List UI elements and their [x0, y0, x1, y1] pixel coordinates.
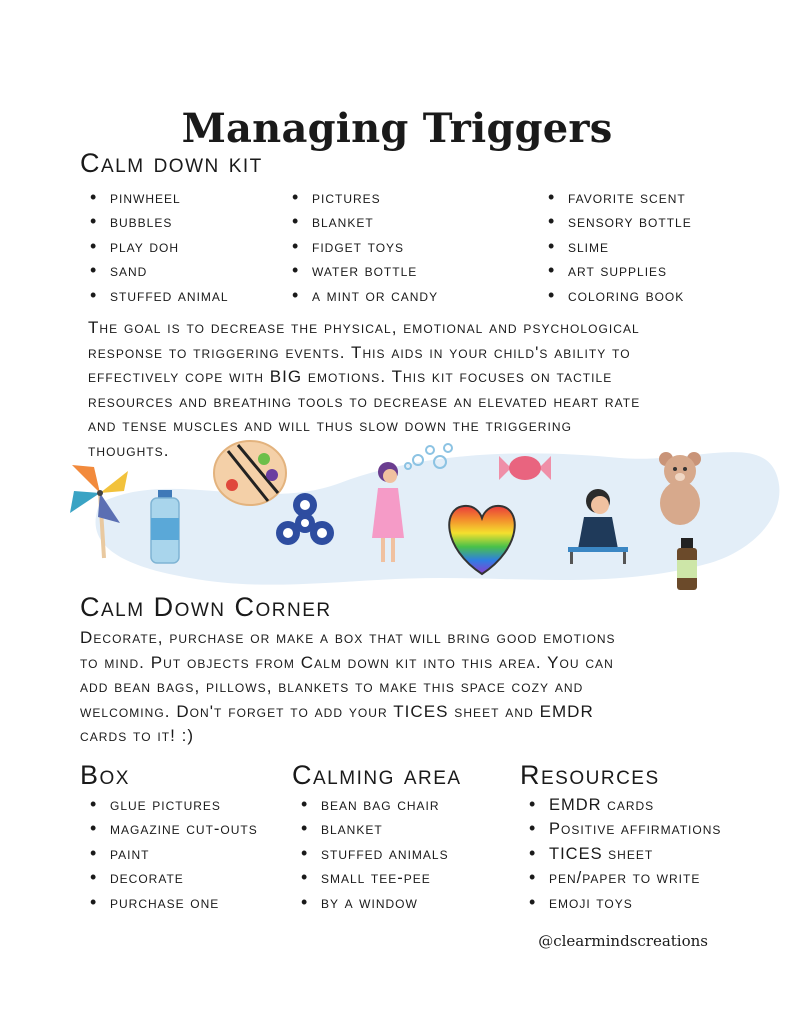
list-item: • art supplies: [568, 258, 692, 282]
calming-area-heading: Calming area: [292, 760, 462, 790]
paragraph-line: welcoming. Don't forget to add your TICES sheet and EMDR: [80, 701, 594, 721]
paragraph-line: The goal is to decrease the physical, emotional and psychological: [88, 318, 640, 337]
list-item: • slime: [568, 234, 692, 258]
list-item: • bean bag chair: [321, 792, 449, 816]
calm-kit-list-2: [312, 185, 438, 307]
list-item: • stuffed animals: [321, 841, 449, 865]
list-item: • coloring book: [568, 283, 692, 307]
paragraph-line: to mind. Put objects from Calm down kit into this area. You can: [80, 652, 614, 672]
calm-corner-paragraph: [80, 626, 616, 749]
calm-kit-list-1: [110, 185, 229, 307]
resources-heading: Resources: [520, 760, 660, 790]
list-item: • a mint or candy: [312, 283, 438, 307]
list-item: • Positive affirmations: [549, 816, 721, 840]
paragraph-line: effectively cope with BIG emotions. This kit focuses on tactile: [88, 367, 613, 387]
list-item: • water bottle: [312, 258, 438, 282]
list-item: • glue pictures: [110, 792, 258, 816]
list-item: • pen/paper to write: [549, 865, 721, 889]
list-item: • stuffed animal: [110, 283, 229, 307]
list-item: • sand: [110, 258, 229, 282]
paragraph-line: Decorate, purchase or make a box that will bring good emotions: [80, 628, 616, 647]
creator-handle: @clearmindscreations: [538, 932, 708, 950]
list-item: • favorite scent: [568, 185, 692, 209]
paragraph-line: cards to it! :): [80, 726, 195, 746]
list-item: • blanket: [321, 816, 449, 840]
paint-palette-icon: [214, 441, 286, 505]
list-item: • small tee-pee: [321, 865, 449, 889]
water-bottle-icon: [151, 490, 179, 563]
paragraph-line: thoughts.: [88, 440, 170, 460]
list-item: • sensory bottle: [568, 209, 692, 233]
page-title: Managing Triggers: [181, 104, 613, 152]
box-list: [110, 792, 258, 914]
calm-kit-list-3: [568, 185, 692, 307]
paragraph-line: add bean bags, pillows, blankets to make this space cozy and: [80, 677, 584, 697]
list-item: • purchase one: [110, 890, 258, 914]
list-item: • paint: [110, 841, 258, 865]
list-item: • by a window: [321, 890, 449, 914]
list-item: • magazine cut-outs: [110, 816, 258, 840]
list-item: • play doh: [110, 234, 229, 258]
box-heading: Box: [80, 760, 130, 790]
paragraph-line: response to triggering events. This aids in your child's ability to: [88, 342, 631, 362]
illustration-band: [60, 428, 780, 598]
list-item: • fidget toys: [312, 234, 438, 258]
teddy-bear-icon: [659, 452, 701, 525]
list-item: • pictures: [312, 185, 438, 209]
paragraph-line: and tense muscles and will thus slow down the triggering: [88, 416, 573, 436]
resources-list: [549, 792, 721, 914]
list-item: • EMDR cards: [549, 792, 721, 816]
list-item: • decorate: [110, 865, 258, 889]
list-item: • emoji toys: [549, 890, 721, 914]
list-item: • pinwheel: [110, 185, 229, 209]
calming-area-list: [321, 792, 449, 914]
paragraph-line: resources and breathing tools to decrease an elevated heart rate: [88, 391, 641, 411]
calm-corner-heading: Calm Down Corner: [80, 592, 332, 622]
list-item: • blanket: [312, 209, 438, 233]
list-item: • TICES sheet: [549, 841, 721, 865]
list-item: • bubbles: [110, 209, 229, 233]
calm-kit-heading: Calm down kit: [80, 148, 263, 178]
